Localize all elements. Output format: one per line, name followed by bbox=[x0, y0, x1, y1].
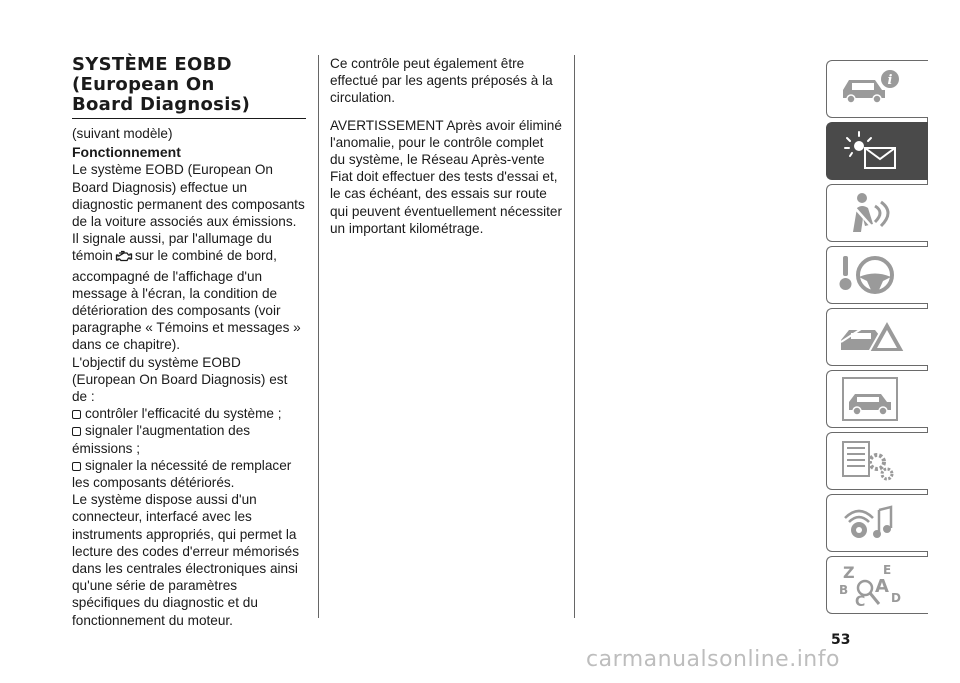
list-item bbox=[72, 422, 306, 456]
emergency-triangle-icon bbox=[835, 312, 915, 362]
svg-text:i: i bbox=[887, 73, 893, 88]
tab-safety[interactable] bbox=[826, 184, 928, 242]
tab-alphabetical-index[interactable] bbox=[826, 556, 928, 614]
list-item-text: contrôler l'efficacité du système ; bbox=[85, 406, 282, 422]
paragraph-warning-light-start: Il signale aussi, par l'allumage du témoin bbox=[72, 231, 272, 264]
tab-instrument-panel[interactable] bbox=[826, 122, 928, 180]
paragraph-control: Ce contrôle peut également être effectué par les agents préposés à la circulation. bbox=[330, 56, 553, 106]
car-info-icon bbox=[835, 64, 915, 114]
tab-getting-to-know-car[interactable] bbox=[826, 60, 928, 118]
page-number: 53 bbox=[831, 632, 851, 648]
subheading: Fonctionnement bbox=[72, 144, 181, 161]
tab-technical-data[interactable] bbox=[826, 432, 928, 490]
alphabetical-index-icon bbox=[835, 560, 915, 610]
list-item bbox=[72, 405, 306, 422]
column-divider bbox=[318, 55, 319, 618]
watermark: carmanualsonline.info bbox=[586, 647, 840, 672]
subtitle: (suivant modèle) bbox=[72, 126, 173, 141]
paragraph-intro: Le système EOBD (European On Board Diagnosis) effectue un diagnostic permanent des composants de la voiture associés aux émissions. bbox=[72, 162, 305, 230]
tab-starting-driving[interactable] bbox=[826, 246, 928, 304]
title-line-1: SYSTÈME EOBD bbox=[72, 54, 232, 75]
middle-column bbox=[330, 55, 562, 237]
column-divider bbox=[574, 55, 575, 618]
section-title bbox=[72, 55, 306, 119]
paragraph-connector: Le système dispose aussi d'un connecteur, interfacé avec les instruments appropriés, qui permet la lecture des codes d'erreur mémorisés dans les centrales électroniques ainsi qu'une série de paramètres spécifiques du diagnostic et du fonctionnement du moteur. bbox=[72, 492, 299, 628]
engine-check-icon bbox=[115, 250, 133, 267]
seatbelt-airbag-icon bbox=[835, 188, 915, 238]
list-item bbox=[72, 457, 306, 491]
paragraph-objective: L'objectif du système EOBD (European On Board Diagnosis) est de : bbox=[72, 354, 288, 405]
title-line-2: (European On bbox=[72, 74, 215, 95]
key-steering-wheel-icon bbox=[835, 250, 915, 300]
list-item-text: signaler l'augmentation des émissions ; bbox=[72, 423, 251, 456]
list-item-text: signaler la nécessité de remplacer les composants détériorés. bbox=[72, 457, 292, 491]
index-letter: C bbox=[855, 594, 866, 610]
index-letter: D bbox=[891, 591, 901, 605]
index-letter: A bbox=[875, 576, 889, 597]
index-letter: Z bbox=[843, 563, 855, 582]
title-line-3: Board Diagnosis) bbox=[72, 94, 251, 115]
left-column bbox=[72, 55, 306, 629]
paragraph-avertissement: AVERTISSEMENT Après avoir éliminé l'anomalie, pour le contrôle complet du système, le Réseau Après-vente Fiat doit effectuer des tests d'essai et, le cas échéant, des essais sur route qui peuvent éventuellement nécessiter un important kilométrage. bbox=[330, 117, 562, 236]
checkbox-bullet-icon bbox=[72, 410, 81, 419]
tab-servicing[interactable] bbox=[826, 370, 928, 428]
car-service-icon bbox=[835, 374, 915, 424]
tab-emergency[interactable] bbox=[826, 308, 928, 366]
index-letter: E bbox=[883, 563, 892, 577]
checkbox-bullet-icon bbox=[72, 427, 81, 436]
tab-multimedia[interactable] bbox=[826, 494, 928, 552]
warning-light-message-icon bbox=[835, 126, 915, 176]
paragraph-warning-light bbox=[72, 230, 306, 353]
checkbox-bullet-icon bbox=[72, 462, 81, 471]
technical-data-icon bbox=[835, 436, 915, 486]
paragraph-warning-light-end: sur le combiné de bord, accompagné de l'affichage d'un message à l'écran, la condition de détérioration des composants (voir paragraphe « Témoins et messages » dans ce chapitre). bbox=[72, 248, 301, 353]
multimedia-icon bbox=[835, 498, 915, 548]
index-letter: B bbox=[839, 583, 849, 597]
